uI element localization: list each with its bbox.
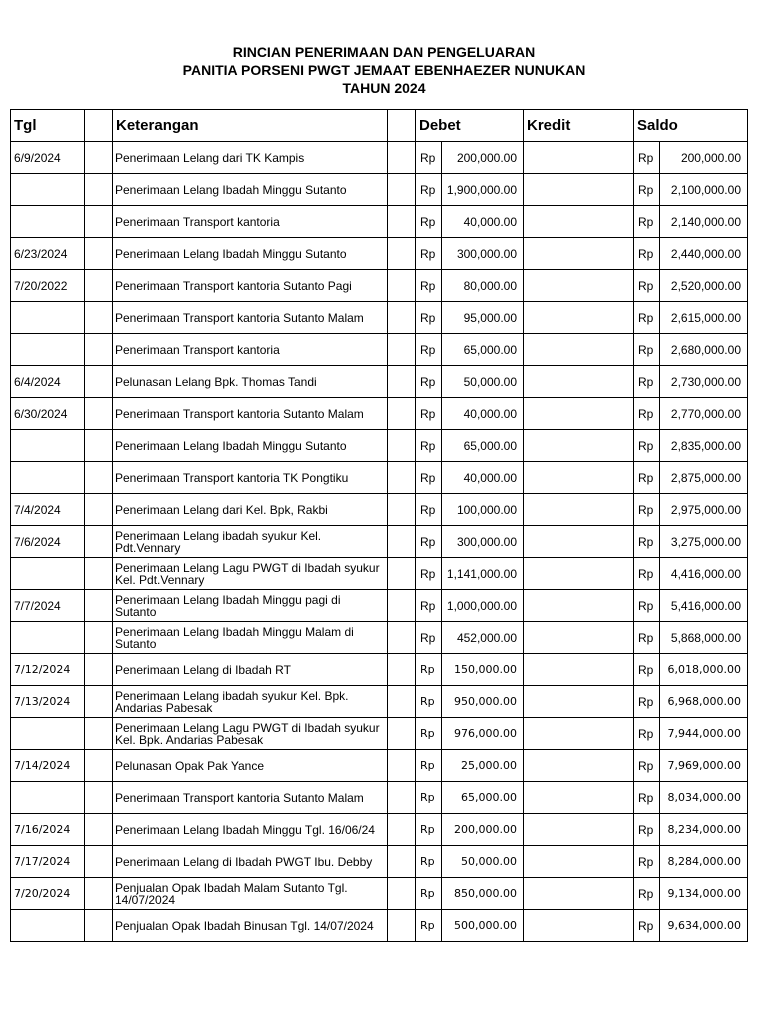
cell-saldo-currency: Rp	[634, 526, 660, 558]
cell-keterangan: Penerimaan Lelang dari TK Kampis	[113, 142, 388, 174]
cell-blank	[85, 526, 113, 558]
cell-saldo: 6,018,000.00	[660, 654, 748, 686]
cell-kredit	[524, 174, 634, 206]
col-header-blank-2	[388, 110, 416, 142]
table-row	[11, 686, 748, 718]
cell-debet-currency: Rp	[416, 494, 442, 526]
cell-saldo-currency: Rp	[634, 270, 660, 302]
ledger-body	[11, 142, 748, 942]
cell-kredit	[524, 334, 634, 366]
cell-blank	[85, 206, 113, 238]
cell-blank	[85, 238, 113, 270]
cell-blank-2	[388, 910, 416, 942]
cell-debet: 976,000.00	[442, 718, 524, 750]
cell-kredit	[524, 558, 634, 590]
cell-blank-2	[388, 622, 416, 654]
cell-debet: 200,000.00	[442, 142, 524, 174]
table-row	[11, 206, 748, 238]
cell-blank	[85, 750, 113, 782]
cell-kredit	[524, 622, 634, 654]
header-row	[11, 110, 748, 142]
cell-debet: 500,000.00	[442, 910, 524, 942]
cell-saldo: 6,968,000.00	[660, 686, 748, 718]
cell-tgl: 7/16/2024	[11, 814, 85, 846]
cell-debet: 40,000.00	[442, 398, 524, 430]
cell-tgl: 7/20/2022	[11, 270, 85, 302]
cell-kredit	[524, 142, 634, 174]
cell-keterangan: Penjualan Opak Ibadah Malam Sutanto Tgl. 14/07/2024	[113, 878, 388, 910]
cell-kredit	[524, 430, 634, 462]
cell-keterangan: Penerimaan Transport kantoria Sutanto Malam	[113, 398, 388, 430]
table-row	[11, 270, 748, 302]
title-line-2: PANITIA PORSENI PWGT JEMAAT EBENHAEZER NUNUKAN	[182, 62, 586, 78]
cell-debet-currency: Rp	[416, 142, 442, 174]
cell-keterangan: Penerimaan Lelang Ibadah Minggu Sutanto	[113, 174, 388, 206]
cell-debet: 950,000.00	[442, 686, 524, 718]
col-header-blank	[85, 110, 113, 142]
cell-kredit	[524, 750, 634, 782]
cell-tgl: 7/20/2024	[11, 878, 85, 910]
cell-debet: 452,000.00	[442, 622, 524, 654]
cell-debet-currency: Rp	[416, 302, 442, 334]
cell-kredit	[524, 270, 634, 302]
cell-tgl	[11, 910, 85, 942]
cell-blank-2	[388, 686, 416, 718]
table-row	[11, 494, 748, 526]
cell-blank-2	[388, 750, 416, 782]
cell-saldo-currency: Rp	[634, 334, 660, 366]
cell-blank-2	[388, 462, 416, 494]
cell-keterangan: Penerimaan Lelang di Ibadah PWGT Ibu. Debby	[113, 846, 388, 878]
cell-keterangan: Penerimaan Lelang Ibadah Minggu pagi di Sutanto	[113, 590, 388, 622]
cell-keterangan: Penerimaan Transport kantoria	[113, 206, 388, 238]
cell-blank-2	[388, 526, 416, 558]
cell-debet: 25,000.00	[442, 750, 524, 782]
table-row	[11, 814, 748, 846]
cell-debet-currency: Rp	[416, 750, 442, 782]
cell-tgl: 7/14/2024	[11, 750, 85, 782]
cell-keterangan: Penerimaan Transport kantoria Sutanto Malam	[113, 782, 388, 814]
cell-keterangan: Penerimaan Lelang ibadah syukur Kel. Bpk. Andarias Pabesak	[113, 686, 388, 718]
table-row	[11, 462, 748, 494]
cell-saldo: 2,140,000.00	[660, 206, 748, 238]
cell-debet: 1,900,000.00	[442, 174, 524, 206]
cell-debet-currency: Rp	[416, 430, 442, 462]
cell-blank	[85, 430, 113, 462]
cell-tgl: 6/4/2024	[11, 366, 85, 398]
cell-tgl: 6/9/2024	[11, 142, 85, 174]
cell-saldo: 5,416,000.00	[660, 590, 748, 622]
table-row	[11, 366, 748, 398]
cell-tgl: 7/7/2024	[11, 590, 85, 622]
cell-kredit	[524, 366, 634, 398]
cell-saldo-currency: Rp	[634, 462, 660, 494]
table-row	[11, 142, 748, 174]
cell-saldo-currency: Rp	[634, 654, 660, 686]
cell-blank	[85, 366, 113, 398]
cell-keterangan: Penerimaan Transport kantoria TK Pongtiku	[113, 462, 388, 494]
cell-saldo: 2,770,000.00	[660, 398, 748, 430]
cell-debet-currency: Rp	[416, 174, 442, 206]
cell-keterangan: Penerimaan Lelang Ibadah Minggu Malam di Sutanto	[113, 622, 388, 654]
cell-saldo-currency: Rp	[634, 206, 660, 238]
cell-debet-currency: Rp	[416, 270, 442, 302]
cell-blank-2	[388, 782, 416, 814]
cell-debet: 100,000.00	[442, 494, 524, 526]
cell-debet: 40,000.00	[442, 206, 524, 238]
cell-saldo-currency: Rp	[634, 302, 660, 334]
cell-tgl	[11, 782, 85, 814]
cell-tgl	[11, 622, 85, 654]
cell-saldo: 200,000.00	[660, 142, 748, 174]
cell-keterangan: Penerimaan Lelang di Ibadah RT	[113, 654, 388, 686]
table-row	[11, 622, 748, 654]
cell-debet: 65,000.00	[442, 430, 524, 462]
table-row	[11, 174, 748, 206]
cell-keterangan: Penerimaan Lelang dari Kel. Bpk, Rakbi	[113, 494, 388, 526]
cell-kredit	[524, 878, 634, 910]
cell-saldo-currency: Rp	[634, 622, 660, 654]
cell-keterangan: Pelunasan Opak Pak Yance	[113, 750, 388, 782]
cell-blank-2	[388, 334, 416, 366]
col-header-kredit: Kredit	[524, 110, 634, 142]
cell-tgl	[11, 206, 85, 238]
cell-saldo: 2,730,000.00	[660, 366, 748, 398]
cell-tgl	[11, 558, 85, 590]
col-header-saldo: Saldo	[634, 110, 748, 142]
cell-blank-2	[388, 302, 416, 334]
cell-tgl: 6/30/2024	[11, 398, 85, 430]
cell-blank-2	[388, 142, 416, 174]
cell-saldo-currency: Rp	[634, 686, 660, 718]
cell-kredit	[524, 526, 634, 558]
cell-debet-currency: Rp	[416, 622, 442, 654]
cell-debet: 80,000.00	[442, 270, 524, 302]
cell-kredit	[524, 398, 634, 430]
cell-blank	[85, 814, 113, 846]
document-title	[0, 43, 768, 97]
cell-kredit	[524, 686, 634, 718]
table-row	[11, 910, 748, 942]
cell-blank	[85, 558, 113, 590]
cell-keterangan: Penjualan Opak Ibadah Binusan Tgl. 14/07/2024	[113, 910, 388, 942]
cell-debet-currency: Rp	[416, 590, 442, 622]
cell-debet-currency: Rp	[416, 462, 442, 494]
cell-debet: 300,000.00	[442, 238, 524, 270]
cell-saldo: 3,275,000.00	[660, 526, 748, 558]
cell-tgl	[11, 462, 85, 494]
cell-debet-currency: Rp	[416, 526, 442, 558]
cell-blank	[85, 142, 113, 174]
cell-blank	[85, 718, 113, 750]
cell-keterangan: Penerimaan Lelang Lagu PWGT di Ibadah syukur Kel. Pdt.Vennary	[113, 558, 388, 590]
cell-saldo: 8,234,000.00	[660, 814, 748, 846]
cell-blank	[85, 590, 113, 622]
cell-tgl	[11, 430, 85, 462]
cell-blank-2	[388, 430, 416, 462]
cell-saldo-currency: Rp	[634, 398, 660, 430]
cell-blank-2	[388, 494, 416, 526]
cell-saldo-currency: Rp	[634, 142, 660, 174]
cell-saldo: 8,034,000.00	[660, 782, 748, 814]
table-row	[11, 750, 748, 782]
cell-saldo: 7,969,000.00	[660, 750, 748, 782]
cell-debet-currency: Rp	[416, 814, 442, 846]
table-row	[11, 590, 748, 622]
col-header-tgl: Tgl	[11, 110, 85, 142]
cell-blank	[85, 270, 113, 302]
cell-debet-currency: Rp	[416, 654, 442, 686]
cell-blank	[85, 494, 113, 526]
cell-kredit	[524, 462, 634, 494]
cell-kredit	[524, 910, 634, 942]
cell-tgl: 7/4/2024	[11, 494, 85, 526]
cell-blank	[85, 302, 113, 334]
cell-debet: 50,000.00	[442, 366, 524, 398]
cell-saldo: 2,835,000.00	[660, 430, 748, 462]
cell-blank	[85, 334, 113, 366]
table-row	[11, 558, 748, 590]
cell-debet: 95,000.00	[442, 302, 524, 334]
cell-kredit	[524, 782, 634, 814]
cell-saldo-currency: Rp	[634, 718, 660, 750]
table-row	[11, 846, 748, 878]
cell-blank-2	[388, 654, 416, 686]
cell-saldo: 5,868,000.00	[660, 622, 748, 654]
cell-debet: 65,000.00	[442, 782, 524, 814]
table-row	[11, 718, 748, 750]
cell-saldo: 2,680,000.00	[660, 334, 748, 366]
table-row	[11, 238, 748, 270]
cell-keterangan: Penerimaan Lelang Ibadah Minggu Sutanto	[113, 238, 388, 270]
cell-blank-2	[388, 814, 416, 846]
cell-debet: 150,000.00	[442, 654, 524, 686]
cell-kredit	[524, 846, 634, 878]
cell-blank	[85, 174, 113, 206]
cell-saldo-currency: Rp	[634, 238, 660, 270]
cell-blank-2	[388, 398, 416, 430]
cell-debet-currency: Rp	[416, 878, 442, 910]
cell-kredit	[524, 302, 634, 334]
table-row	[11, 526, 748, 558]
cell-blank-2	[388, 558, 416, 590]
cell-saldo-currency: Rp	[634, 174, 660, 206]
cell-blank	[85, 910, 113, 942]
cell-tgl	[11, 302, 85, 334]
cell-blank-2	[388, 238, 416, 270]
title-line-3: TAHUN 2024	[342, 80, 426, 96]
cell-saldo: 7,944,000.00	[660, 718, 748, 750]
cell-keterangan: Penerimaan Transport kantoria	[113, 334, 388, 366]
cell-tgl	[11, 718, 85, 750]
col-header-keterangan: Keterangan	[113, 110, 388, 142]
cell-blank-2	[388, 718, 416, 750]
table-row	[11, 334, 748, 366]
cell-debet: 40,000.00	[442, 462, 524, 494]
cell-debet: 200,000.00	[442, 814, 524, 846]
cell-debet-currency: Rp	[416, 910, 442, 942]
cell-keterangan: Penerimaan Lelang Ibadah Minggu Sutanto	[113, 430, 388, 462]
cell-tgl: 7/6/2024	[11, 526, 85, 558]
cell-debet: 65,000.00	[442, 334, 524, 366]
cell-saldo-currency: Rp	[634, 750, 660, 782]
cell-keterangan: Penerimaan Transport kantoria Sutanto Malam	[113, 302, 388, 334]
cell-debet-currency: Rp	[416, 206, 442, 238]
cell-debet-currency: Rp	[416, 686, 442, 718]
cell-saldo-currency: Rp	[634, 366, 660, 398]
cell-saldo-currency: Rp	[634, 590, 660, 622]
cell-kredit	[524, 238, 634, 270]
col-header-debet: Debet	[416, 110, 524, 142]
cell-kredit	[524, 814, 634, 846]
cell-tgl: 6/23/2024	[11, 238, 85, 270]
cell-blank-2	[388, 366, 416, 398]
cell-debet-currency: Rp	[416, 718, 442, 750]
cell-blank	[85, 878, 113, 910]
cell-blank-2	[388, 878, 416, 910]
cell-saldo: 4,416,000.00	[660, 558, 748, 590]
cell-blank-2	[388, 206, 416, 238]
cell-debet-currency: Rp	[416, 398, 442, 430]
cell-tgl: 7/17/2024	[11, 846, 85, 878]
cell-saldo-currency: Rp	[634, 878, 660, 910]
cell-tgl	[11, 334, 85, 366]
cell-saldo: 8,284,000.00	[660, 846, 748, 878]
cell-debet-currency: Rp	[416, 238, 442, 270]
cell-saldo: 2,875,000.00	[660, 462, 748, 494]
cell-keterangan: Penerimaan Lelang ibadah syukur Kel. Pdt.Vennary	[113, 526, 388, 558]
cell-blank	[85, 686, 113, 718]
table-row	[11, 878, 748, 910]
cell-tgl	[11, 174, 85, 206]
cell-kredit	[524, 654, 634, 686]
cell-kredit	[524, 494, 634, 526]
table-row	[11, 654, 748, 686]
cell-saldo-currency: Rp	[634, 782, 660, 814]
cell-blank-2	[388, 846, 416, 878]
cell-kredit	[524, 718, 634, 750]
cell-saldo: 2,440,000.00	[660, 238, 748, 270]
table-row	[11, 430, 748, 462]
cell-debet: 1,000,000.00	[442, 590, 524, 622]
cell-saldo-currency: Rp	[634, 494, 660, 526]
cell-saldo-currency: Rp	[634, 558, 660, 590]
cell-debet-currency: Rp	[416, 334, 442, 366]
cell-debet: 50,000.00	[442, 846, 524, 878]
cell-debet: 850,000.00	[442, 878, 524, 910]
cell-saldo: 9,134,000.00	[660, 878, 748, 910]
cell-blank	[85, 622, 113, 654]
cell-keterangan: Penerimaan Lelang Ibadah Minggu Tgl. 16/06/24	[113, 814, 388, 846]
cell-kredit	[524, 590, 634, 622]
cell-keterangan: Penerimaan Lelang Lagu PWGT di Ibadah syukur Kel. Bpk. Andarias Pabesak	[113, 718, 388, 750]
title-line-1: RINCIAN PENERIMAAN DAN PENGELUARAN	[232, 44, 536, 60]
cell-saldo-currency: Rp	[634, 910, 660, 942]
cell-saldo-currency: Rp	[634, 846, 660, 878]
cell-debet: 1,141,000.00	[442, 558, 524, 590]
cell-debet-currency: Rp	[416, 782, 442, 814]
cell-debet: 300,000.00	[442, 526, 524, 558]
cell-saldo: 2,975,000.00	[660, 494, 748, 526]
cell-blank	[85, 462, 113, 494]
cell-debet-currency: Rp	[416, 558, 442, 590]
cell-saldo: 2,615,000.00	[660, 302, 748, 334]
cell-tgl: 7/12/2024	[11, 654, 85, 686]
table-row	[11, 398, 748, 430]
cell-debet-currency: Rp	[416, 846, 442, 878]
cell-blank	[85, 782, 113, 814]
cell-blank	[85, 654, 113, 686]
cell-blank-2	[388, 174, 416, 206]
cell-kredit	[524, 206, 634, 238]
cell-blank-2	[388, 270, 416, 302]
cell-keterangan: Pelunasan Lelang Bpk. Thomas Tandi	[113, 366, 388, 398]
cell-debet-currency: Rp	[416, 366, 442, 398]
cell-keterangan: Penerimaan Transport kantoria Sutanto Pagi	[113, 270, 388, 302]
table-row	[11, 782, 748, 814]
ledger-table	[10, 109, 748, 942]
cell-saldo-currency: Rp	[634, 814, 660, 846]
cell-blank-2	[388, 590, 416, 622]
cell-saldo-currency: Rp	[634, 430, 660, 462]
cell-saldo: 9,634,000.00	[660, 910, 748, 942]
cell-saldo: 2,520,000.00	[660, 270, 748, 302]
cell-blank	[85, 398, 113, 430]
cell-saldo: 2,100,000.00	[660, 174, 748, 206]
cell-blank	[85, 846, 113, 878]
table-row	[11, 302, 748, 334]
cell-tgl: 7/13/2024	[11, 686, 85, 718]
